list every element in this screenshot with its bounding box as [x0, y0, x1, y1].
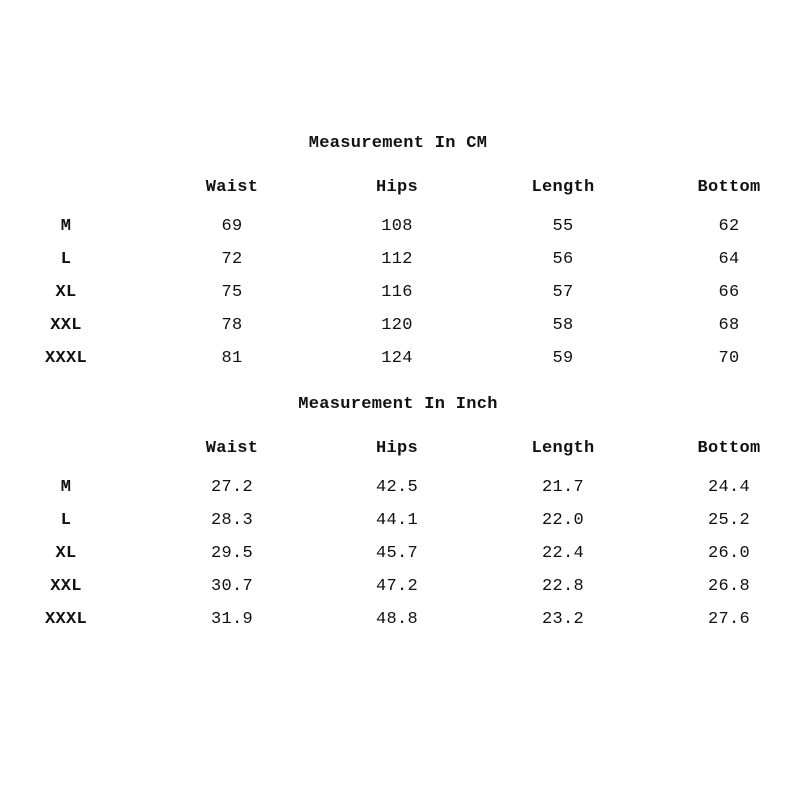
table-title: Measurement In CM [308, 134, 488, 153]
table-cell: 78 [221, 316, 243, 335]
table-cell: 27.2 [210, 478, 253, 497]
row-label-size: L [60, 250, 72, 269]
table-cell: 24.4 [707, 478, 750, 497]
row-label-size: XL [55, 544, 77, 563]
table-cell: 68 [718, 316, 740, 335]
row-label-size: XXL [50, 577, 82, 596]
column-header-hips: Hips [375, 178, 418, 197]
table-cell: 45.7 [375, 544, 418, 563]
table-cell: 48.8 [375, 610, 418, 629]
row-label-size: XL [55, 283, 77, 302]
row-label-size: XXXL [44, 349, 87, 368]
table-cell: 26.8 [707, 577, 750, 596]
table-cell: 75 [221, 283, 243, 302]
column-header-length: Length [531, 439, 595, 458]
row-label-size: L [60, 511, 72, 530]
column-header-waist: Waist [205, 178, 259, 197]
table-cell: 116 [381, 283, 413, 302]
table-cell: 57 [552, 283, 574, 302]
table-cell: 28.3 [210, 511, 253, 530]
column-header-waist: Waist [205, 439, 259, 458]
column-header-bottom: Bottom [697, 178, 761, 197]
table-cell: 124 [381, 349, 413, 368]
table-cell: 27.6 [707, 610, 750, 629]
table-cell: 55 [552, 217, 574, 236]
column-header-bottom: Bottom [697, 439, 761, 458]
row-label-size: XXL [50, 316, 82, 335]
table-cell: 47.2 [375, 577, 418, 596]
table-cell: 23.2 [541, 610, 584, 629]
table-cell: 22.0 [541, 511, 584, 530]
table-cell: 120 [381, 316, 413, 335]
table-cell: 22.4 [541, 544, 584, 563]
table-cell: 58 [552, 316, 574, 335]
table-title: Measurement In Inch [298, 395, 498, 414]
table-cell: 26.0 [707, 544, 750, 563]
column-header-length: Length [531, 178, 595, 197]
table-cell: 29.5 [210, 544, 253, 563]
table-cell: 81 [221, 349, 243, 368]
table-cell: 25.2 [707, 511, 750, 530]
table-cell: 69 [221, 217, 243, 236]
table-cell: 72 [221, 250, 243, 269]
table-cell: 70 [718, 349, 740, 368]
row-label-size: M [60, 478, 72, 497]
table-cell: 44.1 [375, 511, 418, 530]
table-cell: 21.7 [541, 478, 584, 497]
table-cell: 42.5 [375, 478, 418, 497]
row-label-size: M [60, 217, 72, 236]
table-cell: 31.9 [210, 610, 253, 629]
table-cell: 62 [718, 217, 740, 236]
table-cell: 66 [718, 283, 740, 302]
row-label-size: XXXL [44, 610, 87, 629]
table-cell: 112 [381, 250, 413, 269]
table-cell: 56 [552, 250, 574, 269]
column-header-hips: Hips [375, 439, 418, 458]
table-cell: 59 [552, 349, 574, 368]
table-cell: 30.7 [210, 577, 253, 596]
table-cell: 64 [718, 250, 740, 269]
table-cell: 108 [381, 217, 413, 236]
table-cell: 22.8 [541, 577, 584, 596]
